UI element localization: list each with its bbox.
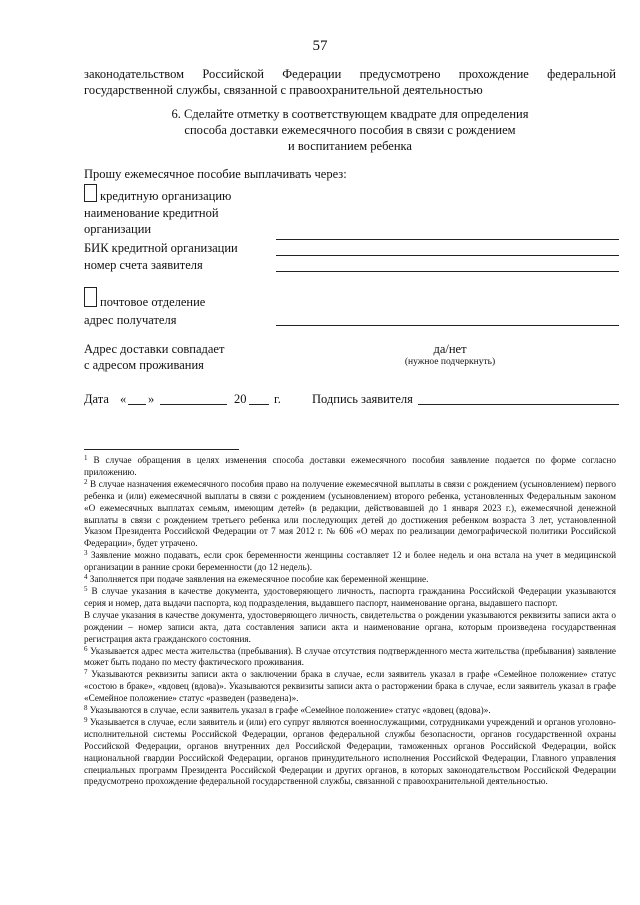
page-number: 57 bbox=[312, 38, 328, 54]
signature-label: Подпись заявителя bbox=[312, 392, 413, 406]
intro-line-2: государственной службы, связанной с правоохранительной деятельностью bbox=[84, 83, 483, 97]
footnote-1: $^1$ В случае обращения в целях изменения способа доставки ежемесячного пособия заявление подается по форме согласно приложению. bbox=[84, 454, 617, 477]
bik-field[interactable] bbox=[276, 255, 619, 256]
footnote-9: $^9$ Указывается в случае, если заявитель и (или) его супруг являются военнослужащими, сотрудниками учреждений и органов уголовно-исполнительной системы Российской Федерации, органов федеральной службы безопасности, органов государственной охраны Российской Федерации, органов внутренних дел Российской Федерации, таможенных органов Российской Федерации, войск национальной гвардии Российской Федерации, органов принудительного исполнения Российской Федерации, Главного управления специальных программ Президента Российской Федерации и других органов, в которых законодательством Российской Федерации предусмотрено прохождение федеральной государственной службы, связанной с правоохранительной деятельностью. bbox=[84, 715, 616, 787]
footnote-separator bbox=[84, 449, 239, 450]
post-office-label: почтовое отделение bbox=[100, 295, 206, 309]
heading-line: способа доставки ежемесячного пособия в связи с рождением bbox=[184, 123, 516, 137]
credit-org-checkbox[interactable] bbox=[84, 184, 97, 202]
footnote-2: $^2$ В случае назначения ежемесячного пособия право на получение ежемесячной выплаты в связи с рождением (усыновлением) первого ребенка и (или) ежемесячной выплаты в связи с рождением (усыновлением) второго ребенка, установленных Федеральным законом «О ежемесячных выплатах семьям, имеющим детей» (в редакции, действовавшей до 1 января 2023 г.), ежемесячной денежной выплаты в связи с рождением третьего ребенка или последующих детей до достижения ребенком возраста 3 лет, установленной Указом Президента Российской Федерации от 7 мая 2012 г. № 606 «О мерах по реализации демографической политики Российской Федерации», будет утрачено. bbox=[84, 477, 617, 549]
year-suffix: г. bbox=[274, 392, 281, 406]
footnote-5-cont: В случае указания в качестве документа, удостоверяющего личность, свидетельства о рождении указываются реквизиты записи акта о рождении – номер записи акта, дата составления записи акта и наименование органа, которым произведена государственная регистрация акта гражданского состояния. bbox=[84, 609, 616, 644]
account-label: номер счета заявителя bbox=[84, 258, 203, 272]
bik-label: БИК кредитной организации bbox=[84, 241, 238, 255]
account-field[interactable] bbox=[276, 271, 619, 272]
delivery-address-label-2: с адресом проживания bbox=[84, 358, 204, 372]
post-office-checkbox[interactable] bbox=[84, 287, 97, 307]
footnote-8: $^8$ Указываются в случае, если заявитель указал в графе «Семейное положение» статус «вдовец (вдова)». bbox=[84, 704, 491, 716]
heading-line: 6. Сделайте отметку в соответствующем квадрате для определения bbox=[171, 107, 529, 121]
year-prefix: 20 bbox=[234, 392, 247, 406]
credit-org-name-label: наименование кредитной bbox=[84, 206, 219, 220]
footnote-4: $^4$ Заполняется при подаче заявления на ежемесячное пособие как беременной женщине. bbox=[84, 573, 429, 585]
credit-org-label: кредитную организацию bbox=[100, 189, 232, 203]
date-quote-close: » bbox=[148, 392, 155, 406]
footnote-3: $^3$ Заявление можно подавать, если срок беременности женщины составляет 12 и более недель и она встала на учет в медицинской организации в ранние сроки беременности (до 12 недель). bbox=[84, 549, 617, 573]
yes-no-options[interactable]: да/нет bbox=[433, 342, 467, 356]
recipient-address-field[interactable] bbox=[276, 325, 619, 326]
date-month-field[interactable] bbox=[160, 404, 227, 405]
footnotes bbox=[84, 455, 616, 788]
credit-org-name-field[interactable] bbox=[276, 239, 619, 240]
heading-line: и воспитанием ребенка bbox=[288, 139, 412, 153]
signature-field[interactable] bbox=[418, 404, 619, 405]
intro-line-1: законодательством Российской Федерации предусмотрено прохождение федеральной bbox=[84, 67, 616, 81]
date-day-field[interactable] bbox=[128, 404, 146, 405]
underline-hint: (нужное подчеркнуть) bbox=[404, 357, 496, 367]
section-heading bbox=[84, 106, 616, 154]
footnote-6: $^6$ Указывается адрес места жительства (пребывания). В случае отсутствия подтвержденного места жительства (пребывания) заявление может быть подано по месту фактического проживания. bbox=[84, 644, 617, 668]
date-year-field[interactable] bbox=[249, 404, 269, 405]
footnote-7: $^7$ Указываются реквизиты записи акта о заключении брака в случае, если заявитель указал в графе «Семейное положение» статус «состою в браке», «вдовец (вдова)». Указываются реквизиты записи акта о расторжении брака в случае, если заявитель указал в графе «Семейное положение» статус «разведен (разведена)». bbox=[84, 668, 617, 704]
credit-org-name-label-2: организации bbox=[84, 222, 152, 236]
delivery-address-label: Адрес доставки совпадает bbox=[84, 342, 225, 356]
date-label: Дата bbox=[84, 392, 109, 406]
date-quote-open: « bbox=[120, 392, 127, 406]
recipient-address-label: адрес получателя bbox=[84, 313, 177, 327]
request-label: Прошу ежемесячное пособие выплачивать через: bbox=[84, 167, 347, 181]
footnote-5: $^5$ В случае указания в качестве документа, удостоверяющего личность, паспорта гражданина Российской Федерации указываются серия и номер, дата выдачи паспорта, код подразделения, выдавшего паспорт, наименование органа, выдавшего паспорт. bbox=[84, 584, 617, 608]
